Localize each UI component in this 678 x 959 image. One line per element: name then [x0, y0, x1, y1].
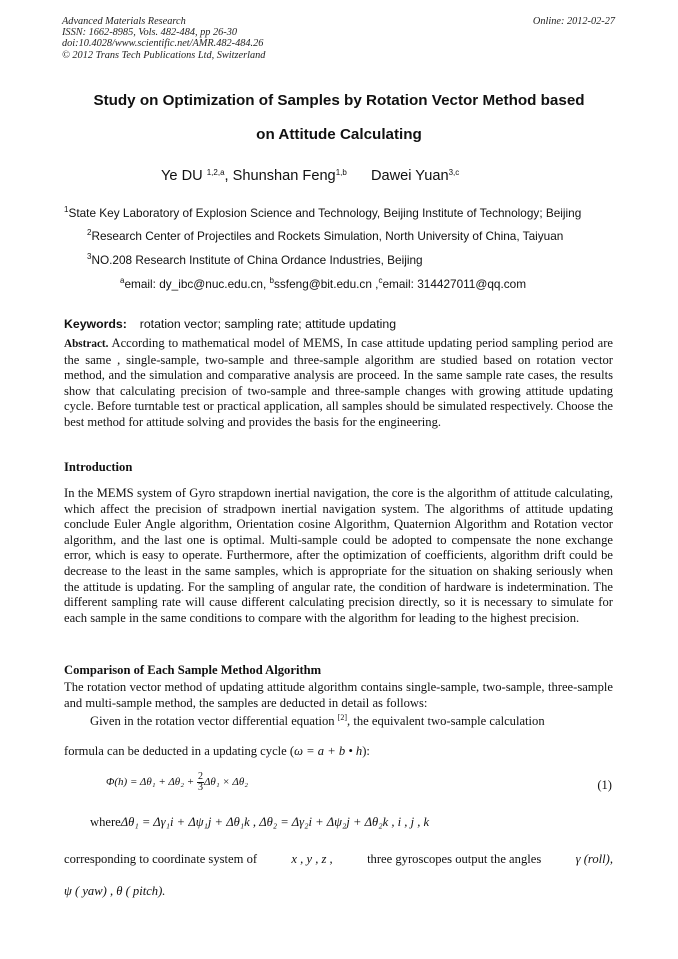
- keywords-text: rotation vector; sampling rate; attitude updating: [139, 317, 397, 331]
- affiliation-superscript: 1: [64, 205, 69, 214]
- journal-issn: ISSN: 1662-8985, Vols. 482-484, pp 26-30: [62, 27, 238, 39]
- keywords-label: Keywords:: [64, 317, 127, 331]
- equation-number: (1): [597, 778, 612, 792]
- affiliation: [87, 229, 563, 243]
- online-date: Online: 2012-02-27: [532, 16, 615, 27]
- section-heading-introduction: Introduction: [64, 460, 133, 474]
- affiliation: [64, 206, 581, 220]
- equation-1: [106, 772, 248, 793]
- paragraph-text: Given in the rotation vector differential equation: [90, 714, 338, 728]
- fraction-denominator: 3: [197, 782, 203, 793]
- journal-copyright: © 2012 Trans Tech Publications Ltd, Switzerland: [62, 49, 266, 61]
- abstract: [64, 336, 613, 431]
- author-list: Ye DU $^{1,2,a}$, Shunshan Feng$^{1,b}$ Dawei Yuan$^{3,c}$: [161, 168, 460, 184]
- paragraph-text: three gyroscopes output the angles: [367, 852, 542, 866]
- paper-title-line-2: on Attitude Calculating: [256, 126, 422, 143]
- author-superscript: 3,c: [448, 168, 460, 177]
- inline-math: γ (roll),: [575, 852, 613, 866]
- paragraph-text: ):: [362, 744, 370, 758]
- journal-doi: doi:10.4028/www.scientific.net/AMR.482-484.26: [62, 38, 264, 50]
- affiliation-text: Research Center of Projectiles and Rockets Simulation, North University of China, Taiyuan: [91, 229, 564, 243]
- comparison-paragraph: [64, 852, 613, 867]
- comparison-paragraph: [64, 714, 613, 730]
- equation-right: Δθ₁ × Δθ₂: [203, 776, 249, 789]
- comparison-paragraph: [64, 744, 613, 760]
- author-name: Dawei Yuan: [370, 168, 449, 184]
- inline-math: x , y , z ,: [291, 852, 333, 866]
- affiliation-text: State Key Laboratory of Explosion Science and Technology, Beijing Institute of Technology; Beijing: [68, 206, 582, 220]
- keywords: [64, 317, 396, 331]
- inline-math: ψ ( yaw) , θ ( pitch).: [64, 884, 166, 898]
- email-superscript: b: [269, 276, 274, 285]
- email-text: email: 314427011@qq.com: [382, 277, 527, 291]
- author-superscript: 1,b: [335, 168, 347, 177]
- where-label: where: [90, 815, 121, 829]
- journal-header: [62, 16, 265, 61]
- email-superscript: a: [120, 276, 125, 285]
- equation-fraction: [197, 772, 204, 793]
- email-superscript: c: [378, 276, 383, 285]
- where-math: Δθ₁ = Δγ₁i + Δψ₁j + Δθ₁k , Δθ₂ = Δγ₂i + Δψ₂j + Δθ₂k , i , j , k: [120, 815, 430, 829]
- email-text: ssfeng@bit.edu.cn ,: [274, 277, 379, 291]
- author-superscript: 1,2,a: [206, 168, 225, 177]
- affiliation: [87, 253, 423, 267]
- introduction-paragraph: In the MEMS system of Gyro strapdown inertial navigation, the core is the algorithm of attitude calculating, which affect the precision of stradpown inertial navigation system. The algorithms of attitude updating conclude Euler Angle algorithm, Orientation cosine Algorithm, Quaternion Algorithm and Rotation vector algorithm, and the last one is optimal. Multi-sample could be adopted to compensate the none exchange error, which is easy to operate. Furthermore, after the optimization of coefficients, algorithm drift could be decrease to the least in the same samples, which is appropriate for the situation on shaking seriously when the attitude is updating. For the sampling of angular rate, the condition of hardware is indetermination. The different sampling rate will cause different calculating precision directly, so it is necessary to simulate for each sample in the same conditions to compare with the algorithm for leading to the highest precision.: [64, 486, 613, 625]
- abstract-text: According to mathematical model of MEMS, In case attitude updating period sampling period are the same , single-sample, two-sample and three-sample algorithm are studied based on rotation vector method, and the simulation and comparative analysis are proceed. In the same sample rate cases, the results show that calculating precision of two-sample and three-sample changes with growing attitude updating cycle. Before turntable test or practical application, all samples should be simulated respectively. Choose the best method for attitude solving and provides the basis for the engineering.: [64, 336, 613, 429]
- email-text: email: dy_ibc@nuc.edu.cn,: [124, 277, 270, 291]
- journal-name: Advanced Materials Research: [62, 16, 186, 27]
- inline-math: ω = a + b • h: [294, 744, 363, 758]
- paper-title-line-1: Study on Optimization of Samples by Rotation Vector Method based: [93, 92, 585, 109]
- comparison-paragraph: [64, 884, 165, 899]
- paragraph-text: corresponding to coordinate system of: [64, 852, 258, 866]
- paragraph-text: formula can be deducted in a updating cycle (: [64, 744, 295, 758]
- affiliation-superscript: 2: [87, 228, 92, 237]
- affiliation-text: NO.208 Research Institute of China Ordance Industries, Beijing: [91, 253, 423, 267]
- fraction-numerator: 2: [197, 771, 203, 782]
- author-emails: [120, 277, 526, 291]
- paragraph-text: , the equivalent two-sample calculation: [347, 714, 545, 728]
- affiliation-superscript: 3: [87, 252, 92, 261]
- equation-left: Φ(h) = Δθ₁ + Δθ₂ +: [106, 776, 197, 789]
- author-name: Ye DU: [161, 168, 203, 184]
- comparison-paragraph: The rotation vector method of updating attitude algorithm contains single-sample, two-sample, three-sample and multi-sample method, the samples are deducted in detail as follows:: [64, 680, 613, 710]
- citation-ref: [2]: [337, 713, 348, 722]
- equation-where: [90, 815, 429, 830]
- author-name: Shunshan Feng: [232, 168, 336, 184]
- section-heading-comparison: Comparison of Each Sample Method Algorithm: [64, 663, 322, 677]
- abstract-label: Abstract.: [64, 338, 109, 350]
